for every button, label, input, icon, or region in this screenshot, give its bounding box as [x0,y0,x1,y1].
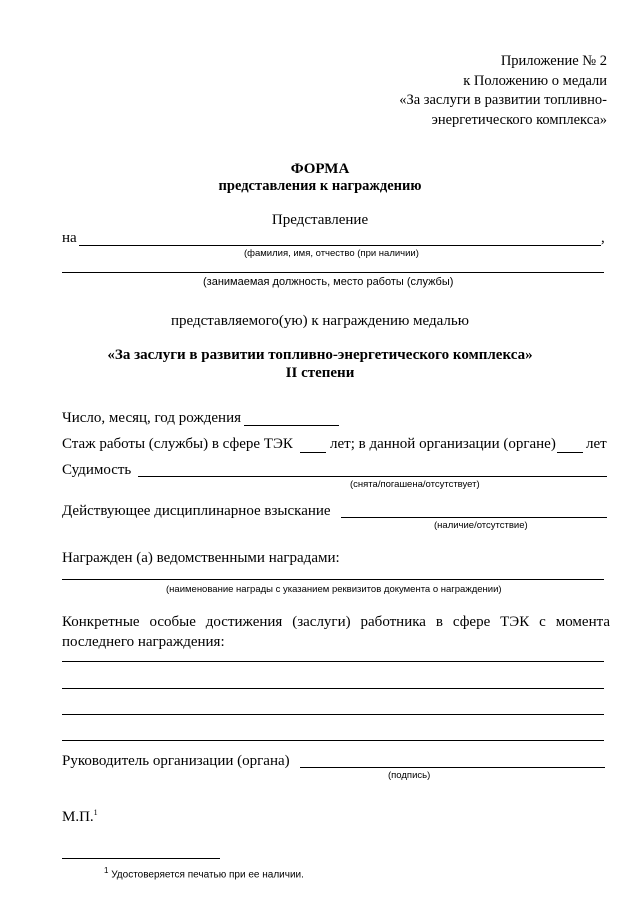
medal-name: «За заслуги в развитии топливно-энергетического комплекса» [107,347,533,363]
medal-degree: II степени [285,365,355,381]
na-comma: , [601,230,605,246]
conviction-label: Судимость [62,462,132,478]
form-subtitle: представления к награждению [218,178,422,194]
appendix-block [399,52,607,130]
achievements-label: Конкретные особые достижения (заслуги) работника в сфере ТЭК с момента последнего награждения: [62,614,610,650]
conviction-caption: (снята/погашена/отсутствует) [350,479,480,490]
footnote-text: Удостоверяется печатью при ее наличии. [111,869,304,881]
discipline-line[interactable] [341,517,607,518]
footnote [104,866,304,880]
awards-caption: (наименование награды с указанием реквизитов документа о награждении) [166,584,502,595]
birth-line[interactable] [244,425,339,426]
birth-label: Число, месяц, год рождения [62,410,241,426]
experience-label-3: лет [586,436,607,452]
na-label: на [62,230,77,246]
stamp-footnote-mark: 1 [93,808,98,817]
form-heading: Представление [271,212,369,228]
footnote-divider [62,858,220,859]
caption-fio: (фамилия, имя, отчество (при наличии) [244,248,419,259]
experience-org-line[interactable] [557,452,583,453]
experience-label-2: лет; в данной организации (органе) [330,436,556,452]
achievements-line-4[interactable] [62,740,604,741]
signature-line[interactable] [300,767,605,768]
appendix-line-4: энергетического комплекса» [431,111,607,128]
presented-text: представляемого(ую) к награждению медалью [171,313,469,329]
fio-line[interactable] [79,245,601,246]
stamp-label: М.П.$^1$ [62,808,98,825]
appendix-line-1: Приложение № 2 [500,53,607,69]
caption-position: (занимаемая должность, место работы (службы) [203,276,454,288]
signature-caption: (подпись) [388,770,431,781]
awards-label: Награжден (а) ведомственными наградами: [62,550,340,566]
position-line[interactable] [62,272,604,273]
achievements-line-1[interactable] [62,661,604,662]
head-label: Руководитель организации (органа) [62,753,290,769]
achievements-line-3[interactable] [62,714,604,715]
experience-tek-line[interactable] [300,452,326,453]
appendix-line-2: к Положению о медали [463,72,607,89]
conviction-line[interactable] [138,476,607,477]
discipline-label: Действующее дисциплинарное взыскание [62,503,331,519]
awards-line[interactable] [62,579,604,580]
discipline-caption: (наличие/отсутствие) [434,520,528,531]
achievements-line-2[interactable] [62,688,604,689]
form-title: ФОРМА [290,161,350,177]
footnote-mark: 1 [104,866,109,875]
appendix-line-3: «За заслуги в развитии топливно- [399,92,607,108]
experience-label-1: Стаж работы (службы) в сфере ТЭК [62,436,293,452]
